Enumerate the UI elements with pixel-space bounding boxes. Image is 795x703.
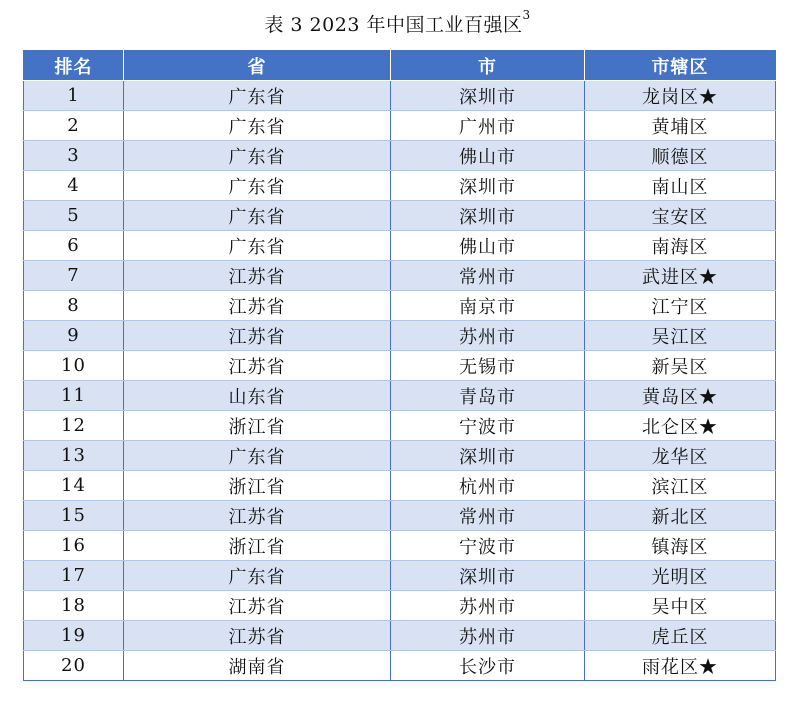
cell-city: 佛山市 [391,231,585,261]
table-row [24,171,776,201]
cell-city: 宁波市 [391,411,585,441]
table-row [24,81,776,111]
cell-rank: 12 [24,411,124,441]
cell-rank: 9 [24,321,124,351]
cell-district: 江宁区 [585,291,776,321]
caption-text: 表 3 2023 年中国工业百强区 [264,14,523,36]
cell-province: 广东省 [124,201,391,231]
cell-district: 南海区 [585,231,776,261]
table-row [24,471,776,501]
cell-province: 江苏省 [124,351,391,381]
cell-city: 深圳市 [391,561,585,591]
cell-rank: 8 [24,291,124,321]
header-city: 市 [391,51,585,81]
cell-city: 深圳市 [391,81,585,111]
cell-rank: 13 [24,441,124,471]
cell-rank: 7 [24,261,124,291]
cell-rank: 20 [24,651,124,681]
cell-province: 广东省 [124,231,391,261]
cell-district: 镇海区 [585,531,776,561]
cell-rank: 1 [24,81,124,111]
table-row [24,561,776,591]
cell-city: 青岛市 [391,381,585,411]
cell-province: 江苏省 [124,501,391,531]
cell-city: 宁波市 [391,531,585,561]
cell-city: 深圳市 [391,201,585,231]
cell-district: 南山区 [585,171,776,201]
cell-district: 虎丘区 [585,621,776,651]
cell-province: 浙江省 [124,531,391,561]
cell-province: 江苏省 [124,621,391,651]
cell-district: 黄岛区★ [585,381,776,411]
cell-district: 光明区 [585,561,776,591]
table-row [24,441,776,471]
header-rank: 排名 [24,51,124,81]
cell-rank: 19 [24,621,124,651]
cell-district: 宝安区 [585,201,776,231]
cell-district: 北仑区★ [585,411,776,441]
cell-district: 武进区★ [585,261,776,291]
cell-district: 吴中区 [585,591,776,621]
table-row [24,291,776,321]
table-caption [0,10,795,37]
cell-province: 广东省 [124,111,391,141]
table-row [24,261,776,291]
cell-city: 常州市 [391,261,585,291]
table-row [24,111,776,141]
table-row [24,411,776,441]
table-row [24,351,776,381]
cell-district: 新北区 [585,501,776,531]
table-row [24,321,776,351]
cell-rank: 10 [24,351,124,381]
table-body [24,81,776,681]
cell-city: 苏州市 [391,591,585,621]
cell-city: 深圳市 [391,171,585,201]
header-district: 市辖区 [585,51,776,81]
table-row [24,651,776,681]
cell-rank: 3 [24,141,124,171]
cell-district: 滨江区 [585,471,776,501]
cell-city: 杭州市 [391,471,585,501]
cell-city: 苏州市 [391,321,585,351]
cell-district: 吴江区 [585,321,776,351]
footnote-marker: 3 [522,8,531,22]
cell-district: 新吴区 [585,351,776,381]
cell-district: 黄埔区 [585,111,776,141]
cell-district: 顺德区 [585,141,776,171]
cell-province: 湖南省 [124,651,391,681]
cell-district: 龙华区 [585,441,776,471]
cell-province: 浙江省 [124,411,391,441]
cell-province: 广东省 [124,561,391,591]
cell-district: 龙岗区★ [585,81,776,111]
cell-rank: 2 [24,111,124,141]
cell-city: 南京市 [391,291,585,321]
cell-province: 广东省 [124,171,391,201]
cell-city: 常州市 [391,501,585,531]
cell-rank: 11 [24,381,124,411]
cell-rank: 17 [24,561,124,591]
cell-province: 广东省 [124,81,391,111]
cell-city: 无锡市 [391,351,585,381]
table-row [24,531,776,561]
cell-city: 苏州市 [391,621,585,651]
cell-rank: 5 [24,201,124,231]
cell-province: 江苏省 [124,261,391,291]
cell-rank: 15 [24,501,124,531]
table-row [24,141,776,171]
cell-rank: 6 [24,231,124,261]
table-row [24,621,776,651]
header-row [24,51,776,81]
cell-district: 雨花区★ [585,651,776,681]
cell-city: 长沙市 [391,651,585,681]
table-row [24,501,776,531]
cell-province: 江苏省 [124,291,391,321]
cell-province: 浙江省 [124,471,391,501]
cell-city: 深圳市 [391,441,585,471]
table-row [24,231,776,261]
cell-rank: 18 [24,591,124,621]
cell-province: 江苏省 [124,321,391,351]
cell-city: 佛山市 [391,141,585,171]
cell-province: 江苏省 [124,591,391,621]
cell-city: 广州市 [391,111,585,141]
cell-province: 广东省 [124,141,391,171]
header-province: 省 [124,51,391,81]
table-row [24,381,776,411]
table-row [24,201,776,231]
table-row [24,591,776,621]
cell-rank: 4 [24,171,124,201]
cell-province: 广东省 [124,441,391,471]
ranking-table [23,50,776,681]
cell-rank: 16 [24,531,124,561]
cell-rank: 14 [24,471,124,501]
cell-province: 山东省 [124,381,391,411]
